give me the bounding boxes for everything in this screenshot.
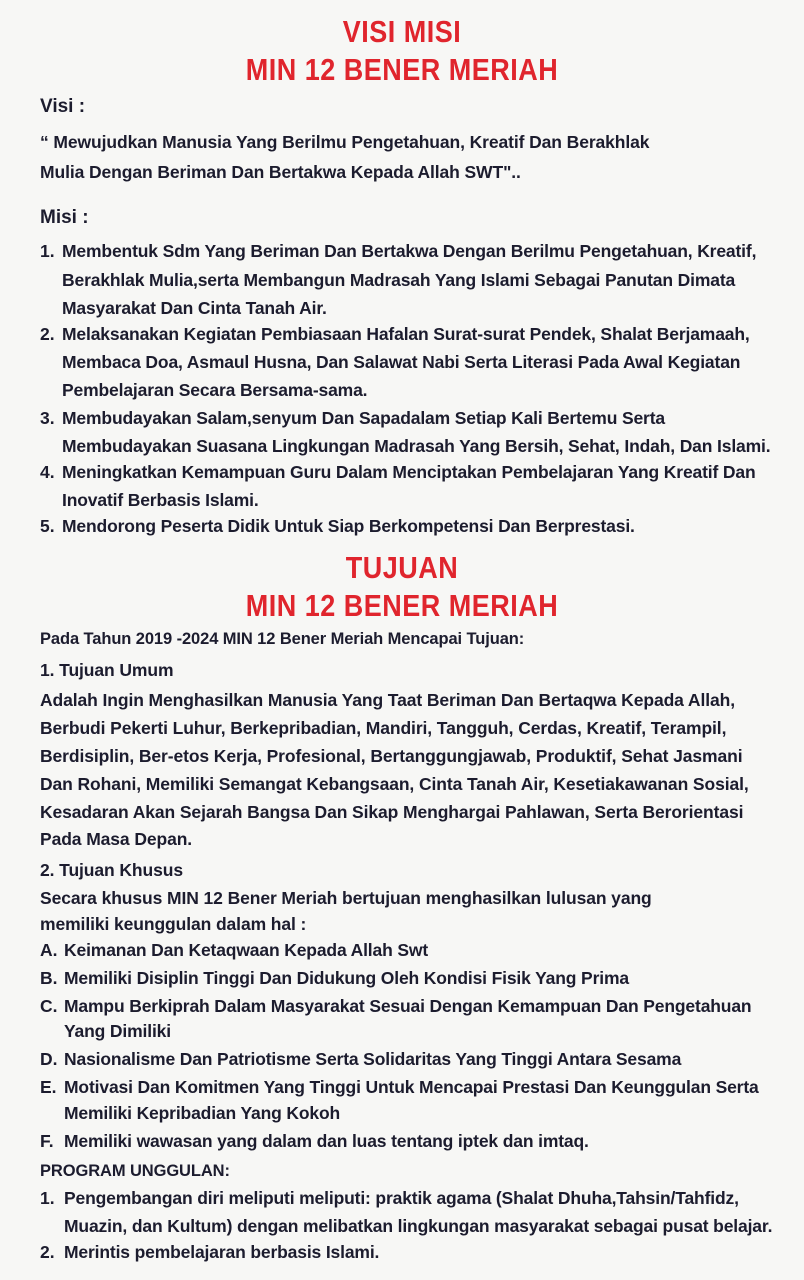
program-heading: PROGRAM UNGGULAN: <box>40 1162 230 1180</box>
tujuan-khusus-line-2: memiliki keunggulan dalam hal : <box>40 914 307 934</box>
misi-item-4-number: 4. <box>40 462 55 482</box>
title-school-name: MIN 12 BENER MERIAH <box>245 53 559 87</box>
misi-item-1-number: 1. <box>40 241 55 261</box>
khusus-item-a-line-1: Keimanan Dan Ketaqwaan Kepada Allah Swt <box>64 940 429 960</box>
program-item-1-line-1: Pengembangan diri meliputi meliputi: praktik agama (Shalat Dhuha,Tahsin/Tahfidz, <box>64 1188 739 1208</box>
khusus-item-d-letter: D. <box>40 1049 58 1069</box>
misi-item-3-line-1: Membudayakan Salam,senyum Dan Sapadalam Setiap Kali Bertemu Serta <box>62 408 665 428</box>
program-item-2-number: 2. <box>40 1242 55 1262</box>
khusus-item-f-line-1: Memiliki wawasan yang dalam dan luas tentang iptek dan imtaq. <box>64 1131 589 1151</box>
khusus-item-e-letter: E. <box>40 1077 57 1097</box>
misi-item-3-line-2: Membudayakan Suasana Lingkungan Madrasah Yang Bersih, Sehat, Indah, Dan Islami. <box>62 436 771 456</box>
tujuan-umum-line-4: Dan Rohani, Memiliki Semangat Kebangsaan, Cinta Tanah Air, Kesetiakawanan Sosial, <box>40 774 749 794</box>
misi-item-2-number: 2. <box>40 324 55 344</box>
khusus-item-e-line-2: Memiliki Kepribadian Yang Kokoh <box>64 1103 341 1123</box>
khusus-item-b-line-1: Memiliki Disiplin Tinggi Dan Didukung Oleh Kondisi Fisik Yang Prima <box>64 968 629 988</box>
tujuan-umum-line-2: Berbudi Pekerti Luhur, Berkepribadian, Mandiri, Tangguh, Cerdas, Kreatif, Terampil, <box>40 718 727 738</box>
misi-item-1-line-1: Membentuk Sdm Yang Beriman Dan Bertakwa Dengan Berilmu Pengetahuan, Kreatif, <box>62 241 757 261</box>
tujuan-umum-line-3: Berdisiplin, Ber-etos Kerja, Profesional, Bertanggungjawab, Produktif, Sehat Jasmani <box>40 746 743 766</box>
misi-item-4-line-1: Meningkatkan Kemampuan Guru Dalam Menciptakan Pembelajaran Yang Kreatif Dan <box>62 462 756 482</box>
misi-item-2-line-2: Membaca Doa, Asmaul Husna, Dan Salawat Nabi Serta Literasi Pada Awal Kegiatan <box>62 352 741 372</box>
tujuan-intro: Pada Tahun 2019 -2024 MIN 12 Bener Meriah Mencapai Tujuan: <box>40 630 525 648</box>
khusus-item-e-line-1: Motivasi Dan Komitmen Yang Tinggi Untuk Mencapai Prestasi Dan Keunggulan Serta <box>64 1077 759 1097</box>
khusus-item-b-letter: B. <box>40 968 58 988</box>
misi-item-4-line-2: Inovatif Berbasis Islami. <box>62 490 259 510</box>
khusus-item-c-line-2: Yang Dimiliki <box>64 1021 171 1041</box>
visi-line-2: Mulia Dengan Beriman Dan Bertakwa Kepada Allah SWT".. <box>40 162 521 182</box>
title-tujuan: TUJUAN <box>345 551 459 585</box>
tujuan-khusus-line-1: Secara khusus MIN 12 Bener Meriah bertujuan menghasilkan lulusan yang <box>40 888 652 908</box>
tujuan-umum-line-1: Adalah Ingin Menghasilkan Manusia Yang Taat Beriman Dan Bertaqwa Kepada Allah, <box>40 690 735 710</box>
tujuan-umum-line-5: Kesadaran Akan Sejarah Bangsa Dan Sikap Menghargai Pahlawan, Serta Berorientasi <box>40 802 744 822</box>
misi-item-3-number: 3. <box>40 408 55 428</box>
tujuan-khusus-heading: 2. Tujuan Khusus <box>40 860 183 880</box>
khusus-item-a-letter: A. <box>40 940 58 960</box>
khusus-item-f-letter: F. <box>40 1131 54 1151</box>
misi-item-2-line-3: Pembelajaran Secara Bersama-sama. <box>62 380 368 400</box>
program-item-1-line-2: Muazin, dan Kultum) dengan melibatkan lingkungan masyarakat sebagai pusat belajar. <box>64 1216 773 1236</box>
misi-item-2-line-1: Melaksanakan Kegiatan Pembiasaan Hafalan Surat-surat Pendek, Shalat Berjamaah, <box>62 324 750 344</box>
title-visi-misi: VISI MISI <box>342 15 462 49</box>
title-tujuan-school-name: MIN 12 BENER MERIAH <box>245 589 559 623</box>
visi-label: Visi : <box>40 96 86 117</box>
misi-item-5-number: 5. <box>40 516 55 536</box>
misi-item-1-line-2: Berakhlak Mulia,serta Membangun Madrasah Yang Islami Sebagai Panutan Dimata <box>62 270 736 290</box>
program-item-1-number: 1. <box>40 1188 55 1208</box>
khusus-item-d-line-1: Nasionalisme Dan Patriotisme Serta Solidaritas Yang Tinggi Antara Sesama <box>64 1049 682 1069</box>
misi-item-1-line-3: Masyarakat Dan Cinta Tanah Air. <box>62 298 327 318</box>
misi-label: Misi : <box>40 207 89 228</box>
visi-line-1: “ Mewujudkan Manusia Yang Berilmu Pengetahuan, Kreatif Dan Berakhlak <box>40 132 650 152</box>
khusus-item-c-letter: C. <box>40 996 58 1016</box>
program-item-2-line-1: Merintis pembelajaran berbasis Islami. <box>64 1242 380 1262</box>
tujuan-umum-line-6: Pada Masa Depan. <box>40 829 193 849</box>
khusus-item-c-line-1: Mampu Berkiprah Dalam Masyarakat Sesuai Dengan Kemampuan Dan Pengetahuan <box>64 996 752 1016</box>
tujuan-umum-heading: 1. Tujuan Umum <box>40 660 174 680</box>
misi-item-5-line-1: Mendorong Peserta Didik Untuk Siap Berkompetensi Dan Berprestasi. <box>62 516 635 536</box>
